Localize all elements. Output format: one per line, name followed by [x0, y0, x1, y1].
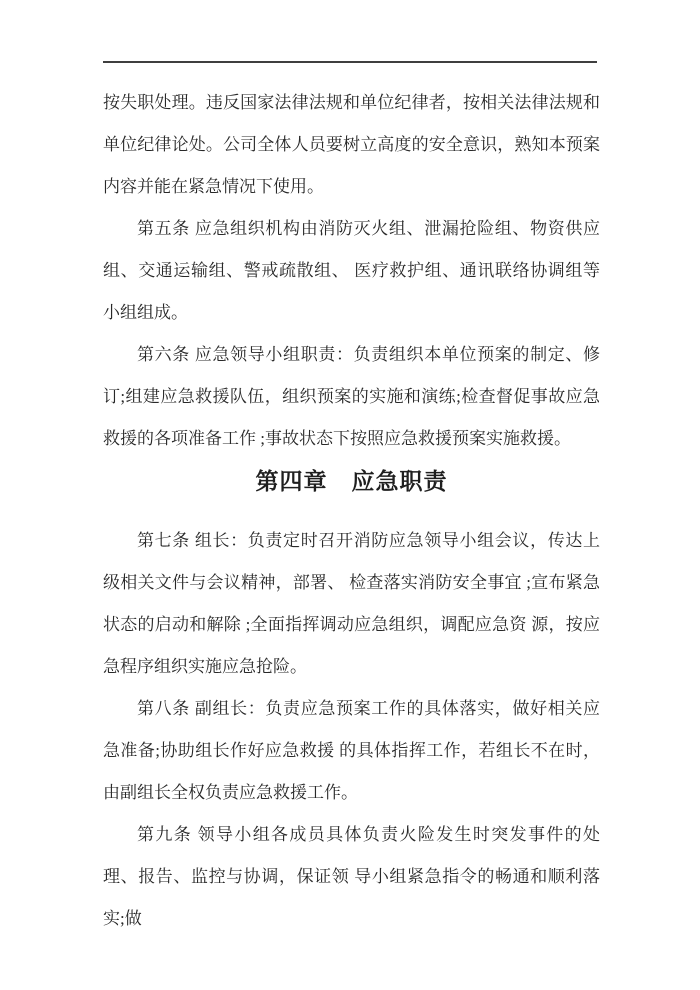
chapter-heading: 第四章 应急职责 [255, 469, 448, 494]
body-paragraph: 按失职处理。违反国家法律法规和单位纪律者，按相关法律法规和单位纪律论处。公司全体人员要树立高度的安全意识，熟知本预案内容并能在紧急情况下使用。 [103, 93, 600, 196]
header-divider-line [103, 61, 597, 63]
body-paragraph-article-5: 第五条 应急组织机构由消防灭火组、泄漏抢险组、物资供应组、交通运输组、警戒疏散组、 医疗救护组、通讯联络协调组等小组组成。 [103, 219, 600, 322]
body-paragraph-article-6: 第六条 应急领导小组职责：负责组织本单位预案的制定、修订;组建应急救援队伍，组织预案的实施和演练;检查督促事故应急救援的各项准备工作 ;事故状态下按照应急救援预案实施救援。 [103, 345, 600, 448]
body-paragraph-article-9: 第九条 领导小组各成员具体负责火险发生时突发事件的处理、报告、监控与协调，保证领 导小组紧急指令的畅通和顺利落实;做 [103, 825, 600, 928]
body-paragraph-article-8: 第八条 副组长：负责应急预案工作的具体落实，做好相关应急准备;协助组长作好应急救援 的具体指挥工作，若组长不在时，由副组长全权负责应急救援工作。 [103, 699, 600, 802]
document-body [103, 82, 600, 940]
body-paragraph-article-7: 第七条 组长：负责定时召开消防应急领导小组会议，传达上级相关文件与会议精神，部署、 检查落实消防安全事宜 ;宣布紧急状态的启动和解除 ;全面指挥调动应急组织，调配应急资 源，按应急程序组织实施应急抢险。 [103, 531, 600, 676]
